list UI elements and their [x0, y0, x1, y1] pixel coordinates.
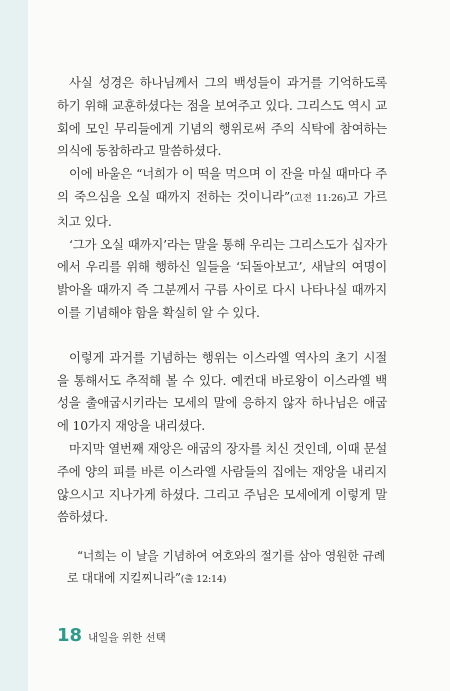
running-title: 내일을 위한 선택	[88, 632, 166, 644]
body-text	[57, 72, 387, 591]
paragraph-4: 이렇게 과거를 기념하는 행위는 이스라엘 역사의 초기 시절을 통해서도 추적해 볼 수 있다. 예컨대 바로왕이 이스라엘 백성을 출애굽시키라는 모세의 말에 응하지 않자 하나님은 애굽에 10가지 재앙을 내리셨다.	[57, 349, 387, 434]
page-footer	[57, 625, 166, 646]
scripture-quote	[67, 545, 385, 591]
paragraph-3: ‘그가 오실 때까지’라는 말을 통해 우리는 그리스도가 십자가에서 우리를 위해 행하신 일들을 ‘되돌아보고’, 새날의 여명이 밝아올 때까지 즉 그분께서 구름 사이로 다시 나타나실 때까지 이를 기념해야 함을 확실히 알 수 있다.	[57, 236, 387, 320]
page-number: 18	[57, 625, 83, 646]
paragraph-1: 사실 성경은 하나님께서 그의 백성들이 과거를 기억하도록 하기 위해 교훈하셨다는 점을 보여주고 있다. 그리스도 역시 교회에 모인 무리들에게 기념의 행위로써 주의 식탁에 참여하는 의식에 동참하라고 말씀하셨다.	[57, 75, 387, 159]
paragraph-2-tail: 고 가르치고 있다.	[57, 188, 388, 229]
paragraph-5: 마지막 열번째 재앙은 애굽의 장자를 치신 것인데, 이때 문설주에 양의 피를 바른 이스라엘 사람들의 집에는 재앙을 내리지 않으시고 지나가게 하셨다. 그리고 주님은 모세에게 이렇게 말씀하셨다.	[57, 440, 387, 525]
citation-exodus: (출 12:14)	[180, 574, 227, 586]
citation-corinthians: (고전 11:26)	[290, 192, 347, 204]
scripture-quote-text: “너희는 이 날을 기념하여 여호와의 절기를 삼아 영원한 규례로 대대에 지킬찌니라”	[67, 549, 385, 586]
paragraph-2-text: 이에 바울은 “너희가 이 떡을 먹으며 이 잔을 마실 때마다 주의 죽으심을 오실 때까지 전하는 것이니라”	[57, 166, 387, 204]
paragraph-2	[57, 163, 387, 233]
page-edge-band	[0, 0, 28, 691]
